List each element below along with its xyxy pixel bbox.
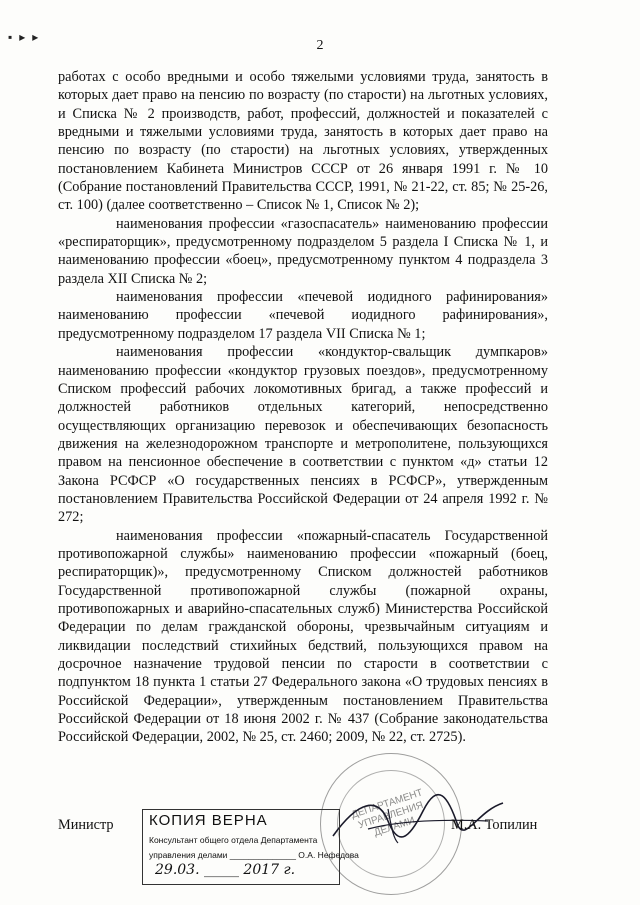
- document-body: [58, 68, 548, 747]
- paragraph-fire-rescuer: наименования профессии «пожарный-спасатель Государственной противопожарной службы» наименованию профессии «пожарный (боец, респираторщик)», предусмотренному Списком должностей работников Государственной противопожарной службы (пожарной охраны, противопожарных и аварийно-спасательных служб) Министерства Российской Федерации по делам гражданской обороны, чрезвычайным ситуациям и ликвидации последствий стихийных бедствий, пользующихся правом на досрочное назначение трудовой пенсии по старости в соответствии с подпунктом 18 пункта 1 статьи 27 Федерального закона «О трудовых пенсиях в Российской Федерации», утвержденным постановлением Правительства Российской Федерации от 18 июня 2002 г. № 437 (Собрание законодательства Российской Федерации, 2002, № 25, ст. 2460; 2009, № 22, ст. 2725).: [58, 527, 548, 746]
- paragraph-continuation: работах с особо вредными и особо тяжелыми условиями труда, занятость в которых дает право на пенсию по возрасту (по старости) на льготных условиях, и Списка № 2 производств, работ, профессий, должностей и показателей с вредными и тяжелыми условиями труда, занятость в которых дает право на пенсию по возрасту (по старости) на льготных условиях, утвержденных постановлением Кабинета Министров СССР от 26 января 1991 г. № 10 (Собрание постановлений Правительства СССР, 1991, № 21-22, ст. 85; № 25-26, ст. 100) (далее соответственно – Список № 1, Список № 2);: [58, 69, 548, 214]
- paragraph-gas-rescuer: наименования профессии «газоспасатель» наименованию профессии «респираторщик», предусмотренному подразделом 5 раздела I Списка № 1, и наименованию профессии «боец», предусмотренному пунктом 4 подраздела 3 раздела XII Списка № 2;: [58, 215, 548, 287]
- signature-block: [58, 787, 558, 893]
- minister-position: Министр: [58, 817, 114, 833]
- paragraph-furnace-operator: наименования профессии «печевой иодидного рафинирования» наименованию профессии «печевой иодидного рафинирования», предусмотренному подразделом 17 раздела VII Списка № 1;: [58, 289, 548, 342]
- minister-name: М.А. Топилин: [451, 817, 538, 833]
- stamp-position: Консультант общего отдела Департамента: [149, 835, 318, 845]
- stamp-title: КОПИЯ ВЕРНА: [149, 812, 268, 829]
- page-number: 2: [316, 38, 324, 53]
- copy-certified-stamp: [142, 809, 359, 885]
- stamp-department: управления делами ______________ О.А. Нефедова: [149, 850, 359, 860]
- seal-text: ДЕПАРТАМЕНТ УПРАВЛЕНИЯ ДЕЛАМИ: [350, 787, 425, 839]
- scan-marks: ▪ ▸ ▸: [8, 30, 41, 44]
- stamp-date: 29.03. _____ 2017 г.: [155, 862, 296, 878]
- paragraph-conductor: наименования профессии «кондуктор-свальщик думпкаров» наименованию профессии «кондуктор грузовых поездов», предусмотренному Списком профессий рабочих локомотивных бригад, а также профессий и должностей работников отдельных категорий, непосредственно осуществляющих организацию перевозок и обеспечивающих безопасность движения на железнодорожном транспорте и метрополитене, пользующихся правом на пенсионное обеспечение в соответствии с пунктом «д» статьи 12 Закона РСФСР «О государственных пенсиях в РСФСР», утвержденным постановлением Правительства Российской Федерации от 24 апреля 1992 г. № 272;: [58, 344, 548, 526]
